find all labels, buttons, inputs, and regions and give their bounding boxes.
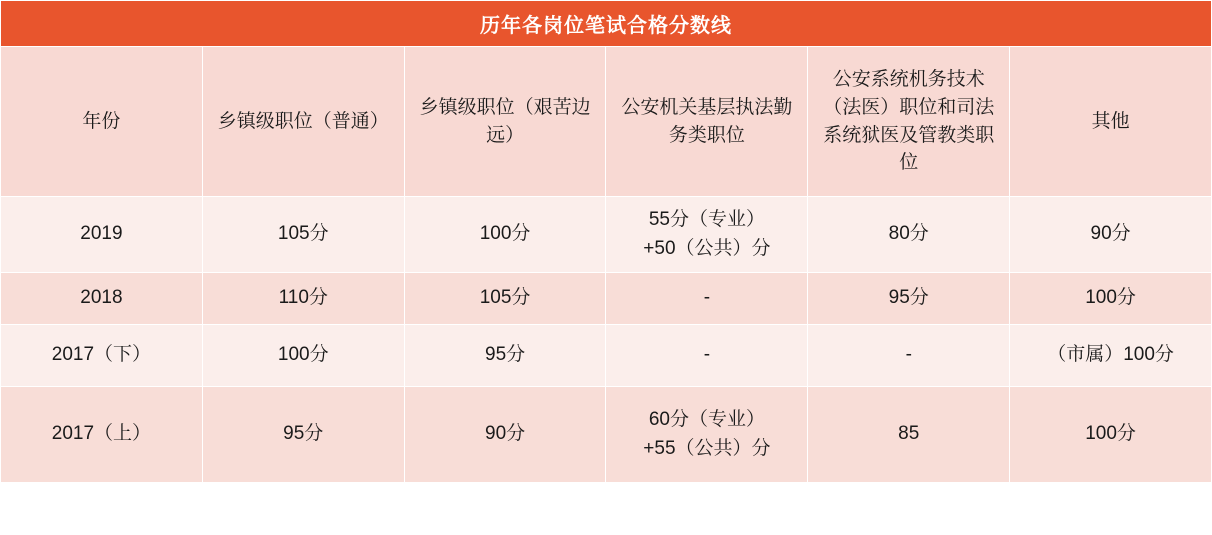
cell-township-normal: 95分 bbox=[202, 387, 404, 483]
cell-year: 2017（下） bbox=[1, 325, 203, 387]
cell-township-remote: 100分 bbox=[404, 197, 606, 273]
cell-police-tech-medical: - bbox=[808, 325, 1010, 387]
cell-township-normal: 100分 bbox=[202, 325, 404, 387]
cell-township-normal: 110分 bbox=[202, 273, 404, 325]
cell-police-tech-medical: 80分 bbox=[808, 197, 1010, 273]
table-title-row bbox=[1, 1, 1212, 47]
table-header-row bbox=[1, 47, 1212, 197]
cell-year: 2019 bbox=[1, 197, 203, 273]
table-row bbox=[1, 273, 1212, 325]
cell-township-remote: 105分 bbox=[404, 273, 606, 325]
cell-other: 90分 bbox=[1010, 197, 1212, 273]
cell-police-frontline: - bbox=[606, 273, 808, 325]
cell-township-remote: 90分 bbox=[404, 387, 606, 483]
cell-police-tech-medical: 85 bbox=[808, 387, 1010, 483]
column-header-police-frontline: 公安机关基层执法勤务类职位 bbox=[606, 47, 808, 197]
cell-township-normal: 105分 bbox=[202, 197, 404, 273]
cell-other: 100分 bbox=[1010, 273, 1212, 325]
column-header-other: 其他 bbox=[1010, 47, 1212, 197]
column-header-township-normal: 乡镇级职位（普通） bbox=[202, 47, 404, 197]
cell-other: （市属）100分 bbox=[1010, 325, 1212, 387]
table-row bbox=[1, 325, 1212, 387]
cell-police-frontline: 55分（专业） +50（公共）分 bbox=[606, 197, 808, 273]
cell-police-tech-medical: 95分 bbox=[808, 273, 1010, 325]
table-title: 历年各岗位笔试合格分数线 bbox=[1, 1, 1212, 47]
table-row bbox=[1, 387, 1212, 483]
column-header-police-tech-medical: 公安系统机务技术（法医）职位和司法系统狱医及管教类职位 bbox=[808, 47, 1010, 197]
cell-year: 2017（上） bbox=[1, 387, 203, 483]
cell-police-frontline: - bbox=[606, 325, 808, 387]
column-header-year: 年份 bbox=[1, 47, 203, 197]
cell-township-remote: 95分 bbox=[404, 325, 606, 387]
column-header-township-remote: 乡镇级职位（艰苦边远） bbox=[404, 47, 606, 197]
cell-police-frontline: 60分（专业） +55（公共）分 bbox=[606, 387, 808, 483]
cell-other: 100分 bbox=[1010, 387, 1212, 483]
table-row bbox=[1, 197, 1212, 273]
cell-year: 2018 bbox=[1, 273, 203, 325]
